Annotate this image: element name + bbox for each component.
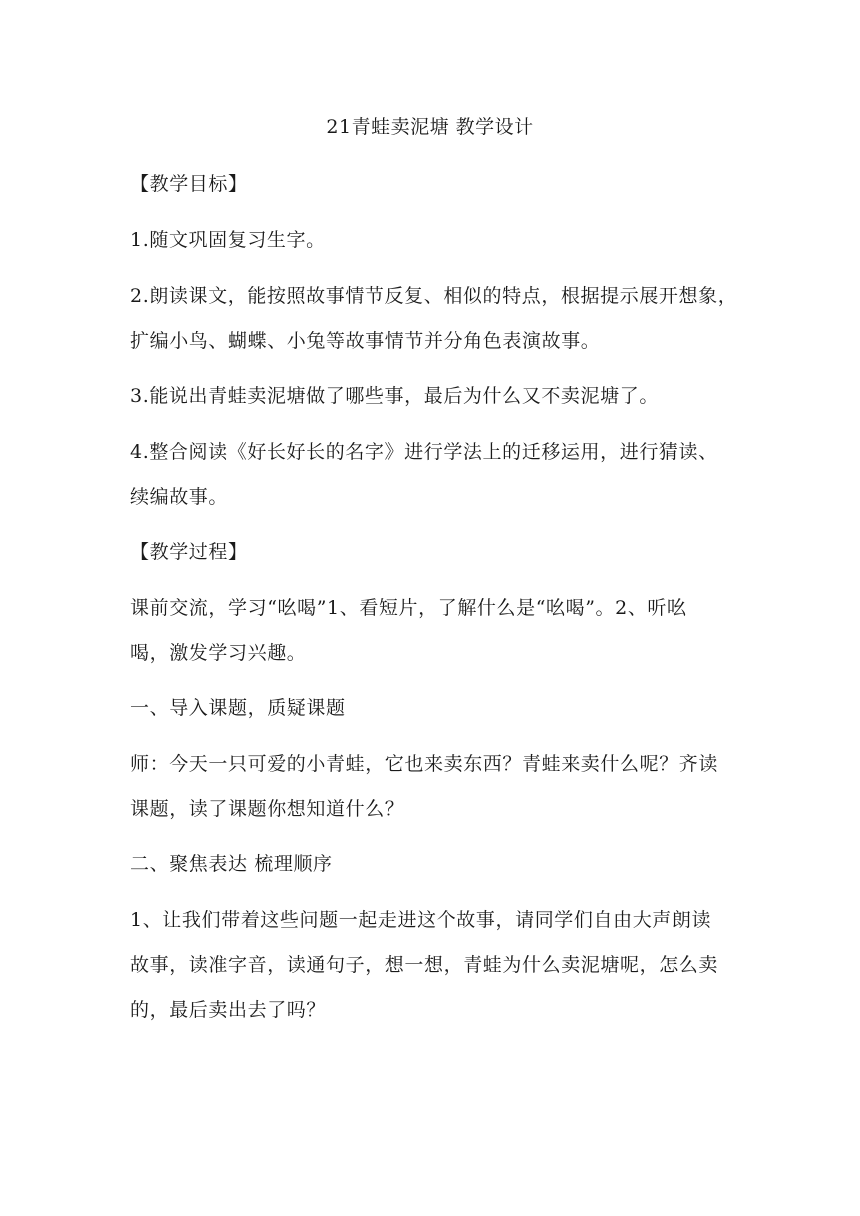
goal-item-2	[130, 274, 740, 364]
goal-item-4	[130, 430, 740, 520]
text-line: 师：今天一只可爱的小青蛙，它也来卖东西？青蛙来卖什么呢？齐读	[130, 753, 719, 775]
goal-item-1	[130, 218, 740, 263]
text-line: 续编故事。	[130, 486, 229, 508]
text-line: 二、聚焦表达 梳理顺序	[130, 853, 333, 875]
text-line: 扩编小鸟、蝴蝶、小兔等故事情节并分角色表演故事。	[130, 330, 601, 352]
text-line: 3.能说出青蛙卖泥塘做了哪些事，最后为什么又不卖泥塘了。	[130, 385, 659, 407]
teacher-intro	[130, 742, 740, 832]
section-heading-1	[130, 686, 740, 731]
page-title: 21青蛙卖泥塘 教学设计	[326, 116, 534, 138]
text-line: 【教学过程】	[130, 541, 248, 563]
text-line: 喝，激发学习兴趣。	[130, 642, 307, 664]
text-line: 4.整合阅读《好长好长的名字》进行学法上的迁移运用，进行猜读、	[130, 441, 718, 463]
process-heading	[130, 530, 740, 575]
goals-heading	[130, 162, 740, 207]
pre-class-activity	[130, 586, 740, 676]
text-line: 2.朗读课文，能按照故事情节反复、相似的特点，根据提示展开想象，	[130, 285, 738, 307]
step-1	[130, 898, 740, 1033]
text-line: 的，最后卖出去了吗？	[130, 999, 327, 1021]
goal-item-3	[130, 374, 740, 419]
text-line: 一、导入课题，质疑课题	[130, 697, 346, 719]
text-line: 【教学目标】	[130, 173, 248, 195]
text-line: 1.随文巩固复习生字。	[130, 229, 326, 251]
text-line: 课题，读了课题你想知道什么？	[130, 798, 405, 820]
text-line: 故事，读准字音，读通句子，想一想，青蛙为什么卖泥塘呢，怎么卖	[130, 954, 719, 976]
text-line: 课前交流，学习“吆喝”1、看短片，了解什么是“吆喝”。2、听吆	[130, 597, 687, 619]
section-heading-2	[130, 842, 740, 887]
text-line: 1、让我们带着这些问题一起走进这个故事，请同学们自由大声朗读	[130, 909, 712, 931]
